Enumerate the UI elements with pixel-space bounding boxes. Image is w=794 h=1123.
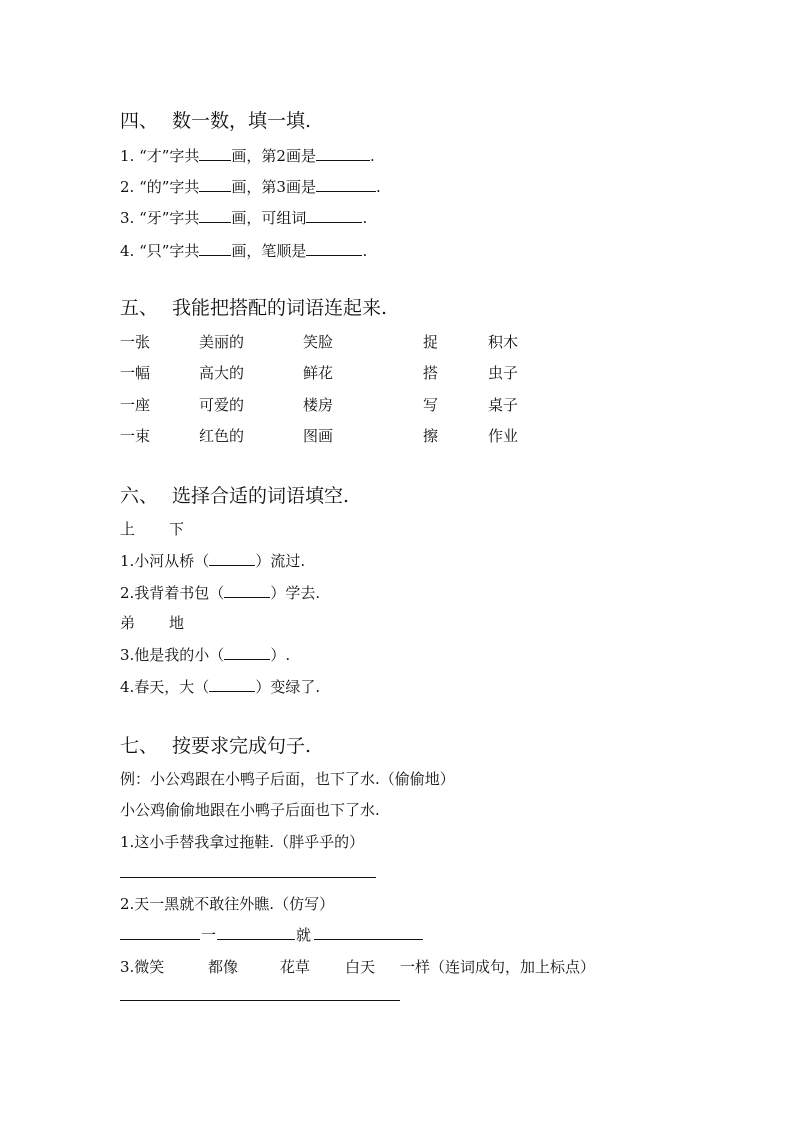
item-text: . (369, 147, 375, 165)
item-text: . (362, 209, 368, 227)
q3-word: 一样（连词成句，加上标点） (400, 958, 596, 976)
answer-line-1[interactable] (120, 877, 376, 878)
answer-line-3[interactable] (120, 1000, 400, 1001)
answer-blank[interactable] (209, 678, 255, 692)
answer-blank[interactable] (316, 178, 376, 192)
choice-word: 下 (169, 520, 185, 538)
q3-word: 3.微笑 (120, 958, 165, 976)
item-text: 2. “的”字共 (120, 178, 200, 196)
section-4-number: 四、 (120, 110, 159, 132)
answer-line-2c[interactable] (314, 939, 423, 940)
example-answer: 小公鸡偷偷地跟在小鸭子后面也下了水. (120, 801, 380, 819)
example-sentence: 例：小公鸡跟在小鸭子后面，也下了水.（偷偷地） (120, 770, 455, 788)
adjective[interactable]: 可爱的 (199, 396, 245, 414)
object[interactable]: 虫子 (488, 364, 519, 382)
word-choices-1 (120, 518, 640, 538)
answer-blank[interactable] (199, 209, 231, 223)
section-5-number: 五、 (120, 297, 159, 319)
section-6-heading (120, 481, 349, 508)
section-6-item-3 (120, 644, 290, 665)
noun[interactable]: 鲜花 (303, 364, 334, 382)
item-text: 3. “牙”字共 (120, 209, 200, 227)
answer-blank[interactable] (224, 646, 270, 660)
section-7-heading (120, 731, 311, 758)
item-text: 画，笔顺是 (231, 242, 307, 260)
object[interactable]: 积木 (488, 333, 519, 351)
noun[interactable]: 笑脸 (303, 333, 334, 351)
item-text: ）学去. (270, 584, 321, 602)
choice-word: 地 (169, 614, 185, 632)
section-6-item-2 (120, 582, 320, 603)
answer-line-2a[interactable] (120, 939, 200, 940)
noun[interactable]: 图画 (303, 427, 334, 445)
question-3 (120, 956, 680, 976)
section-4-item-2 (120, 176, 381, 197)
adjective[interactable]: 美丽的 (199, 333, 245, 351)
word-choices-2 (120, 612, 640, 632)
answer-blank[interactable] (199, 147, 231, 161)
measure-word[interactable]: 一束 (120, 427, 151, 445)
noun[interactable]: 楼房 (303, 396, 334, 414)
item-text: 画，第3画是 (231, 178, 316, 196)
item-text: ）流过. (255, 552, 306, 570)
item-text: 4.春天，大（ (120, 678, 210, 696)
section-6-item-4 (120, 676, 320, 697)
item-text: ）变绿了. (255, 678, 321, 696)
answer-blank[interactable] (199, 242, 231, 256)
item-text: . (375, 178, 381, 196)
adjective[interactable]: 高大的 (199, 364, 245, 382)
verb[interactable]: 搭 (423, 364, 439, 382)
answer-blank[interactable] (316, 147, 370, 161)
q3-word: 都像 (208, 958, 239, 976)
measure-word[interactable]: 一幅 (120, 364, 151, 382)
item-text: 1.小河从桥（ (120, 552, 210, 570)
object[interactable]: 桌子 (488, 396, 519, 414)
choice-word: 上 (120, 520, 136, 538)
section-5-title: 我能把搭配的词语连起来. (172, 297, 388, 319)
answer-blank[interactable] (306, 242, 362, 256)
section-6-title: 选择合适的词语填空. (172, 485, 350, 507)
item-text: 2.我背着书包（ (120, 584, 225, 602)
item-text: 1. “才”字共 (120, 147, 200, 165)
question-2: 2.天一黑就不敢往外瞧.（仿写） (120, 895, 335, 913)
q2-yi-label: 一 (201, 926, 217, 944)
q3-word: 花草 (280, 958, 311, 976)
answer-blank[interactable] (224, 584, 270, 598)
answer-blank[interactable] (209, 552, 255, 566)
section-4-heading (120, 106, 311, 133)
section-4-item-1 (120, 145, 375, 166)
matching-row (120, 362, 640, 382)
object[interactable]: 作业 (488, 427, 519, 445)
adjective[interactable]: 红色的 (199, 427, 245, 445)
verb[interactable]: 擦 (423, 427, 439, 445)
item-text: 画，可组词 (231, 209, 307, 227)
section-6-number: 六、 (120, 485, 159, 507)
answer-line-2b[interactable] (217, 939, 295, 940)
section-7-title: 按要求完成句子. (172, 735, 312, 757)
matching-row (120, 394, 640, 414)
question-1: 1.这小手替我拿过拖鞋.（胖乎乎的） (120, 833, 365, 851)
item-text: ）. (270, 646, 291, 664)
matching-row (120, 331, 640, 351)
choice-word: 弟 (120, 614, 136, 632)
section-4-item-4 (120, 240, 367, 261)
measure-word[interactable]: 一座 (120, 396, 151, 414)
q3-word: 白天 (345, 958, 376, 976)
matching-row (120, 425, 640, 445)
section-5-heading (120, 293, 387, 320)
item-text: . (362, 242, 368, 260)
section-4-title: 数一数，填一填. (172, 110, 312, 132)
section-7-number: 七、 (120, 735, 159, 757)
section-4-item-3 (120, 207, 367, 228)
section-6-item-1 (120, 550, 305, 571)
verb[interactable]: 写 (423, 396, 439, 414)
item-text: 4. “只”字共 (120, 242, 200, 260)
verb[interactable]: 捉 (423, 333, 439, 351)
answer-blank[interactable] (306, 209, 362, 223)
answer-blank[interactable] (199, 178, 231, 192)
measure-word[interactable]: 一张 (120, 333, 151, 351)
item-text: 画，第2画是 (231, 147, 316, 165)
item-text: 3.他是我的小（ (120, 646, 225, 664)
q2-jiu-label: 就 (296, 926, 312, 944)
